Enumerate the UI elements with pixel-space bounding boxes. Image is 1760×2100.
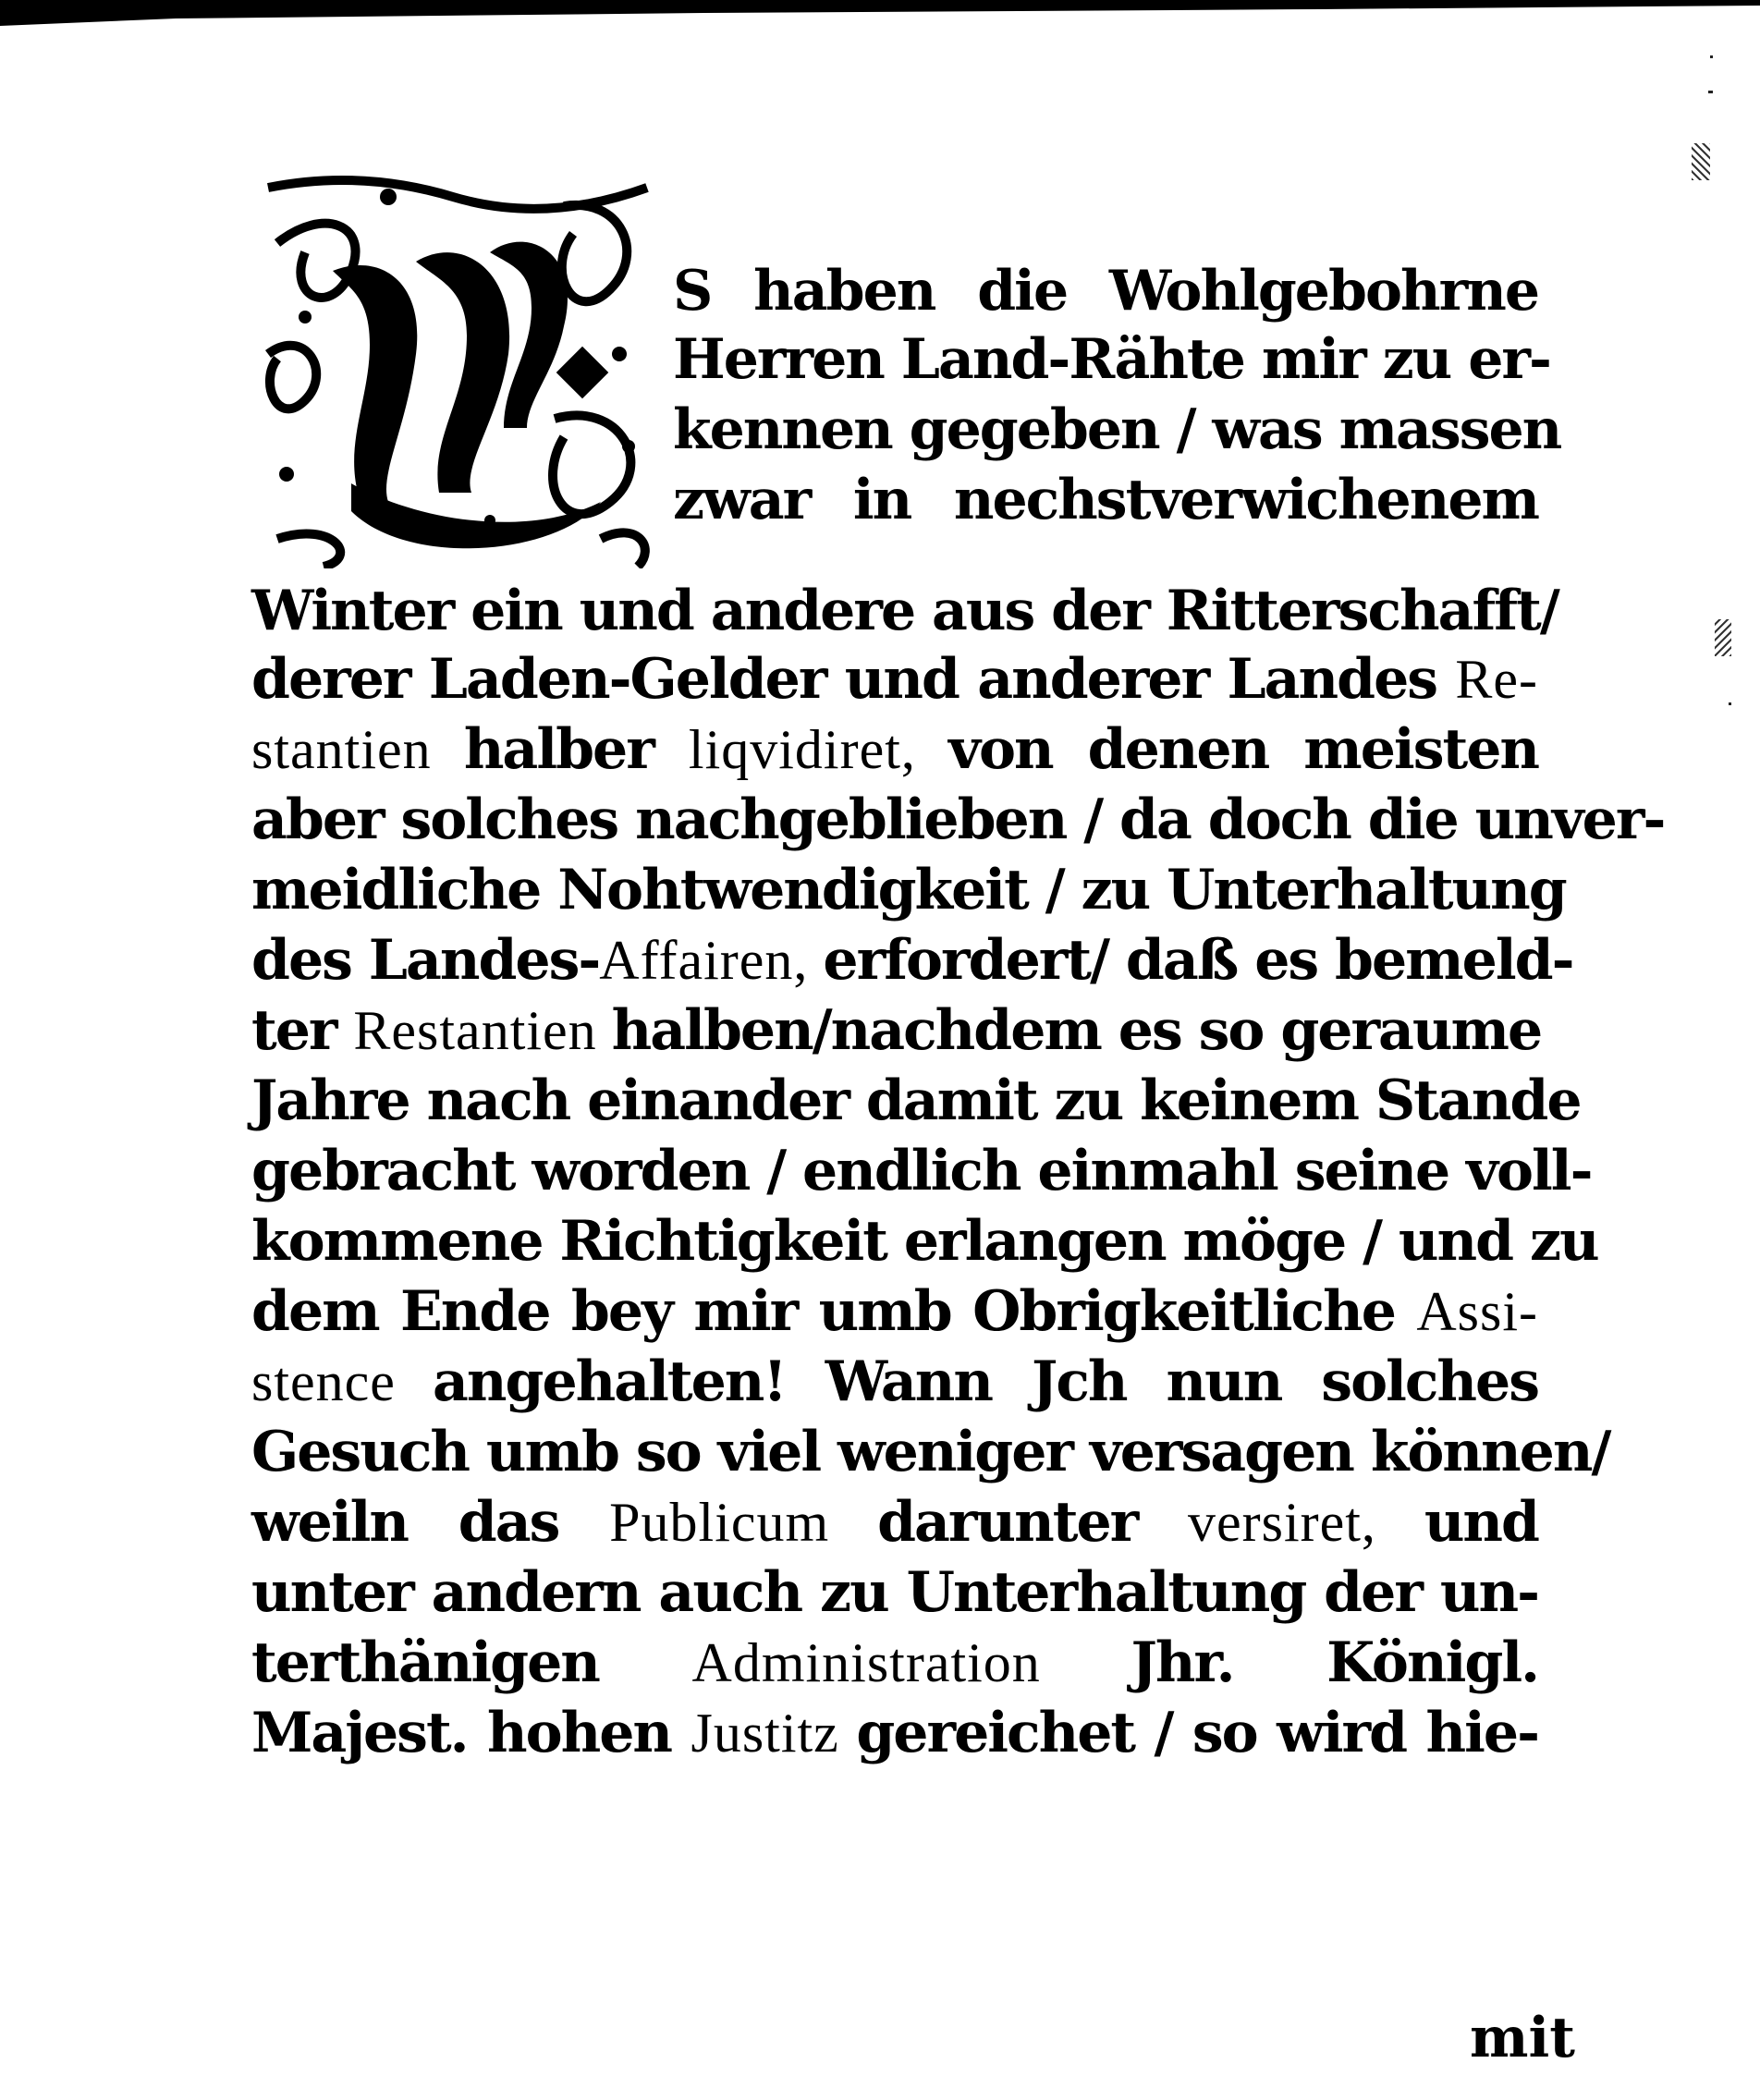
fraktur-word: Majest. hohen <box>251 1701 691 1765</box>
fraktur-word: Herren Land-Rähte mir zu er- <box>673 327 1550 392</box>
fraktur-word: gebracht worden / endlich einmahl seine voll- <box>251 1139 1592 1203</box>
antiqua-word: Restantien <box>353 1000 612 1061</box>
scan-top-edge <box>0 0 1760 26</box>
fraktur-word: aber solches nachgeblieben / da doch die unver- <box>251 788 1665 852</box>
text-line <box>251 996 1542 1065</box>
speck <box>1715 619 1731 656</box>
text-line <box>673 466 1538 534</box>
text-line <box>251 786 1665 854</box>
text-line <box>251 1277 1538 1346</box>
text-line <box>251 1348 1538 1416</box>
text-line <box>673 396 1561 464</box>
fraktur-word: halben/nachdem es so geraume <box>611 998 1542 1063</box>
antiqua-word: Assi- <box>1416 1281 1538 1342</box>
text-line <box>251 1699 1538 1767</box>
speck <box>1710 55 1713 58</box>
fraktur-word: und <box>1424 1490 1539 1555</box>
fraktur-word: von denen meisten <box>948 717 1539 782</box>
text-line <box>251 1137 1592 1205</box>
antiqua-word: Affairen, <box>599 930 824 991</box>
fraktur-word: darunter <box>877 1490 1189 1555</box>
text-line <box>251 1488 1538 1557</box>
text-line <box>251 1418 1610 1486</box>
fraktur-word: weiln das <box>251 1490 610 1555</box>
fraktur-word: kommene Richtigkeit erlangen möge / und zu <box>251 1209 1598 1274</box>
fraktur-word: unter andern auch zu Unterhaltung der un- <box>251 1560 1538 1625</box>
fraktur-word: halber <box>463 717 689 782</box>
catchword: mit <box>1470 2006 1575 2070</box>
speck <box>1708 91 1713 93</box>
text-line <box>251 645 1538 714</box>
text-line <box>251 577 1558 645</box>
antiqua-word: stence <box>251 1351 433 1412</box>
fraktur-word: angehalten! Wann Jch nun solches <box>432 1349 1538 1414</box>
fraktur-word: meidliche Nohtwendigkeit / zu Unterhaltung <box>251 858 1566 922</box>
fraktur-word: S haben die Wohlgebohrne <box>673 259 1538 324</box>
text-line <box>673 325 1550 394</box>
text-line <box>251 1207 1598 1276</box>
fraktur-word: derer Laden-Gelder und anderer Landes <box>251 647 1456 712</box>
fraktur-word: zwar in nechstverwichenem <box>673 468 1538 532</box>
fraktur-word: Jhr. Königl. <box>1131 1630 1538 1695</box>
antiqua-word: stantien <box>251 719 464 780</box>
ornate-initial-e-icon <box>250 169 664 568</box>
fraktur-word: Gesuch umb so viel weniger versagen können/ <box>251 1420 1610 1484</box>
fraktur-word: gereichet / so wird hie- <box>856 1701 1538 1765</box>
antiqua-word: Administration <box>691 1632 1131 1693</box>
text-line <box>251 1067 1581 1135</box>
text-line <box>251 856 1566 924</box>
text-line <box>673 257 1538 325</box>
fraktur-word: Jahre nach einander damit zu keinem Stande <box>251 1068 1581 1133</box>
antiqua-word: Re- <box>1455 649 1538 710</box>
fraktur-word: ter <box>251 998 354 1063</box>
text-line <box>251 1558 1538 1627</box>
antiqua-word: versiret, <box>1188 1492 1424 1553</box>
fraktur-word: Winter ein und andere aus der Ritterschafft/ <box>251 579 1558 643</box>
fraktur-word: terthänigen <box>251 1630 692 1695</box>
fraktur-word: erfordert/ daß es bemeld- <box>823 928 1573 993</box>
fraktur-word: dem Ende bey mir umb Obrigkeitliche <box>251 1279 1417 1344</box>
antiqua-word: liqvidiret, <box>688 719 949 780</box>
text-line <box>251 926 1573 995</box>
text-line <box>251 1629 1538 1697</box>
antiqua-word: Publicum <box>609 1492 878 1553</box>
antiqua-word: Justitz <box>691 1703 857 1764</box>
fraktur-word: des Landes- <box>251 928 600 993</box>
speck <box>1692 143 1710 180</box>
speck <box>1729 702 1731 705</box>
fraktur-word: kennen gegeben / was massen <box>673 397 1561 462</box>
text-line <box>251 715 1538 784</box>
